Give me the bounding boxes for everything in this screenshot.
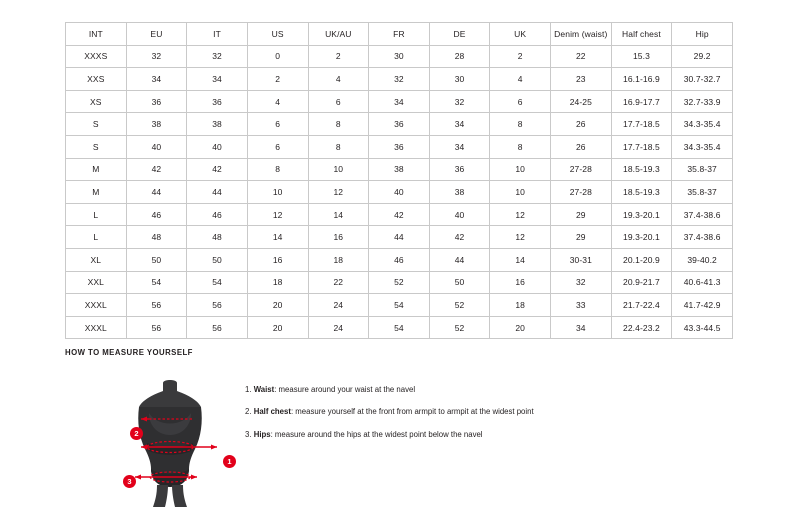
table-cell: 27-28 [551, 181, 612, 204]
table-cell: 12 [308, 181, 369, 204]
table-cell: 18 [490, 294, 551, 317]
table-cell: 10 [490, 181, 551, 204]
table-cell: 29.2 [672, 45, 733, 68]
table-cell: 21.7-22.4 [611, 294, 672, 317]
table-cell: 16 [308, 226, 369, 249]
table-cell: 37.4-38.6 [672, 226, 733, 249]
table-cell: 32 [551, 271, 612, 294]
table-cell: 46 [126, 203, 187, 226]
table-cell: 17.7-18.5 [611, 135, 672, 158]
table-cell: 20.1-20.9 [611, 248, 672, 271]
table-cell: 42 [429, 226, 490, 249]
table-cell: 32 [429, 90, 490, 113]
table-cell: 8 [247, 158, 308, 181]
table-cell: 56 [187, 316, 248, 339]
table-cell: 40 [126, 135, 187, 158]
table-cell: 34 [369, 90, 430, 113]
figure-bullet-3: 3 [123, 475, 136, 488]
table-cell: 14 [308, 203, 369, 226]
table-cell: 52 [429, 316, 490, 339]
table-cell: 34 [551, 316, 612, 339]
measure-instruction [245, 430, 675, 439]
table-cell: 35.8-37 [672, 181, 733, 204]
table-cell: 34 [429, 113, 490, 136]
table-cell: 32 [187, 45, 248, 68]
table-cell: 37.4-38.6 [672, 203, 733, 226]
table-cell: 44 [187, 181, 248, 204]
table-cell: 18 [247, 271, 308, 294]
table-cell: 33 [551, 294, 612, 317]
table-cell: 42 [187, 158, 248, 181]
table-cell: 6 [308, 90, 369, 113]
size-conversion-table [65, 22, 733, 339]
table-cell: M [66, 181, 127, 204]
table-cell: S [66, 113, 127, 136]
table-cell: M [66, 158, 127, 181]
table-cell: 30-31 [551, 248, 612, 271]
table-cell: 34.3-35.4 [672, 113, 733, 136]
table-cell: 2 [308, 45, 369, 68]
table-row [66, 135, 733, 158]
table-cell: 19.3-20.1 [611, 226, 672, 249]
table-cell: 42 [369, 203, 430, 226]
table-row [66, 203, 733, 226]
table-cell: 30 [429, 68, 490, 91]
table-cell: 12 [490, 226, 551, 249]
how-to-measure-section [65, 348, 765, 486]
table-cell: 32 [126, 45, 187, 68]
table-cell: 18.5-19.3 [611, 158, 672, 181]
table-row [66, 68, 733, 91]
table-column-header: INT [66, 23, 127, 46]
table-cell: 20 [490, 316, 551, 339]
measure-instruction-number: 1. [245, 385, 252, 394]
table-cell: L [66, 203, 127, 226]
table-column-header: US [247, 23, 308, 46]
table-cell: 48 [187, 226, 248, 249]
measure-instruction-text: : measure yourself at the front from armpit to armpit at the widest point [290, 407, 534, 417]
table-cell: 40 [369, 181, 430, 204]
table-cell: 10 [308, 158, 369, 181]
table-cell: 44 [369, 226, 430, 249]
table-cell: 30 [369, 45, 430, 68]
table-row [66, 90, 733, 113]
table-cell: 12 [247, 203, 308, 226]
table-cell: 8 [308, 135, 369, 158]
mannequin-illustration [105, 377, 235, 507]
table-cell: 27-28 [551, 158, 612, 181]
table-cell: 32 [369, 68, 430, 91]
table-header-row [66, 23, 733, 46]
table-cell: 36 [187, 90, 248, 113]
table-row [66, 45, 733, 68]
table-cell: 36 [429, 158, 490, 181]
table-cell: 16.9-17.7 [611, 90, 672, 113]
table-cell: 43.3-44.5 [672, 316, 733, 339]
table-cell: 17.7-18.5 [611, 113, 672, 136]
size-table-container [65, 22, 733, 339]
table-cell: 28 [429, 45, 490, 68]
figure-leg-right [172, 485, 187, 507]
table-cell: 10 [490, 158, 551, 181]
table-cell: 42 [126, 158, 187, 181]
measure-instruction [245, 407, 675, 416]
table-cell: 40.6-41.3 [672, 271, 733, 294]
table-cell: 14 [490, 248, 551, 271]
measure-instruction-term: Hips [253, 429, 271, 439]
table-cell: 4 [247, 90, 308, 113]
table-column-header: FR [369, 23, 430, 46]
table-column-header: UK [490, 23, 551, 46]
table-cell: XS [66, 90, 127, 113]
measure-instruction [245, 385, 675, 394]
table-cell: 38 [187, 113, 248, 136]
table-column-header: Denim (waist) [551, 23, 612, 46]
table-cell: 14 [247, 226, 308, 249]
table-row [66, 158, 733, 181]
table-cell: 15.3 [611, 45, 672, 68]
table-body [66, 45, 733, 339]
table-cell: 29 [551, 203, 612, 226]
table-cell: 26 [551, 135, 612, 158]
table-cell: 16.1-16.9 [611, 68, 672, 91]
table-cell: 40 [429, 203, 490, 226]
table-cell: XXXS [66, 45, 127, 68]
table-cell: 20 [247, 316, 308, 339]
table-cell: 50 [187, 248, 248, 271]
table-cell: 18.5-19.3 [611, 181, 672, 204]
table-cell: 56 [126, 316, 187, 339]
table-cell: 24-25 [551, 90, 612, 113]
table-cell: 54 [369, 316, 430, 339]
table-cell: 30.7-32.7 [672, 68, 733, 91]
table-cell: XXL [66, 271, 127, 294]
table-cell: 54 [126, 271, 187, 294]
figure-bullet-2: 2 [130, 427, 143, 440]
measure-instructions-list [245, 385, 675, 452]
table-cell: 44 [126, 181, 187, 204]
table-cell: 22.4-23.2 [611, 316, 672, 339]
table-cell: XXS [66, 68, 127, 91]
table-cell: 36 [369, 135, 430, 158]
table-cell: 4 [490, 68, 551, 91]
table-column-header: EU [126, 23, 187, 46]
table-cell: XXXL [66, 316, 127, 339]
table-cell: 52 [429, 294, 490, 317]
table-cell: 24 [308, 294, 369, 317]
table-cell: 54 [187, 271, 248, 294]
table-row [66, 181, 733, 204]
table-cell: 24 [308, 316, 369, 339]
table-cell: 32.7-33.9 [672, 90, 733, 113]
table-cell: 29 [551, 226, 612, 249]
figure-bullet-1: 1 [223, 455, 236, 468]
table-cell: 56 [187, 294, 248, 317]
table-cell: 20 [247, 294, 308, 317]
table-cell: 16 [490, 271, 551, 294]
table-cell: XL [66, 248, 127, 271]
table-column-header: IT [187, 23, 248, 46]
table-cell: 12 [490, 203, 551, 226]
table-cell: 50 [429, 271, 490, 294]
table-cell: 56 [126, 294, 187, 317]
table-cell: 19.3-20.1 [611, 203, 672, 226]
table-cell: 6 [247, 113, 308, 136]
table-row [66, 248, 733, 271]
table-cell: 26 [551, 113, 612, 136]
table-cell: 41.7-42.9 [672, 294, 733, 317]
table-cell: 44 [429, 248, 490, 271]
how-to-measure-title: HOW TO MEASURE YOURSELF [65, 348, 193, 357]
table-column-header: DE [429, 23, 490, 46]
table-cell: 16 [247, 248, 308, 271]
table-cell: 48 [126, 226, 187, 249]
table-cell: 50 [126, 248, 187, 271]
table-cell: 38 [126, 113, 187, 136]
measure-instruction-term: Half chest [253, 407, 291, 417]
table-column-header: Half chest [611, 23, 672, 46]
table-cell: 34.3-35.4 [672, 135, 733, 158]
table-cell: 2 [490, 45, 551, 68]
table-cell: XXXL [66, 294, 127, 317]
measure-instruction-number: 2. [245, 407, 252, 417]
table-cell: 0 [247, 45, 308, 68]
table-cell: L [66, 226, 127, 249]
table-header [66, 23, 733, 46]
figure-shoulders [139, 380, 201, 407]
table-row [66, 113, 733, 136]
table-cell: 18 [308, 248, 369, 271]
table-cell: 6 [247, 135, 308, 158]
table-cell: 38 [369, 158, 430, 181]
table-cell: 38 [429, 181, 490, 204]
table-cell: 8 [308, 113, 369, 136]
table-row [66, 271, 733, 294]
table-column-header: Hip [672, 23, 733, 46]
table-cell: S [66, 135, 127, 158]
table-column-header: UK/AU [308, 23, 369, 46]
table-cell: 34 [187, 68, 248, 91]
table-cell: 35.8-37 [672, 158, 733, 181]
table-cell: 46 [369, 248, 430, 271]
table-cell: 46 [187, 203, 248, 226]
table-row [66, 226, 733, 249]
table-cell: 8 [490, 135, 551, 158]
table-row [66, 316, 733, 339]
table-cell: 36 [369, 113, 430, 136]
table-cell: 40 [187, 135, 248, 158]
table-cell: 34 [429, 135, 490, 158]
measure-instruction-text: : measure around your waist at the navel [274, 385, 416, 394]
measure-instruction-number: 3. [245, 429, 252, 439]
table-cell: 54 [369, 294, 430, 317]
table-cell: 52 [369, 271, 430, 294]
measure-instruction-term: Waist [253, 385, 275, 394]
table-cell: 4 [308, 68, 369, 91]
table-cell: 22 [308, 271, 369, 294]
table-cell: 36 [126, 90, 187, 113]
table-cell: 39-40.2 [672, 248, 733, 271]
table-cell: 2 [247, 68, 308, 91]
measure-instruction-text: : measure around the hips at the widest point below the navel [270, 429, 483, 439]
table-cell: 10 [247, 181, 308, 204]
mannequin-figure [105, 377, 235, 507]
table-cell: 34 [126, 68, 187, 91]
table-cell: 8 [490, 113, 551, 136]
table-cell: 20.9-21.7 [611, 271, 672, 294]
table-row [66, 294, 733, 317]
table-cell: 23 [551, 68, 612, 91]
figure-leg-left [153, 485, 168, 507]
table-cell: 6 [490, 90, 551, 113]
table-cell: 22 [551, 45, 612, 68]
